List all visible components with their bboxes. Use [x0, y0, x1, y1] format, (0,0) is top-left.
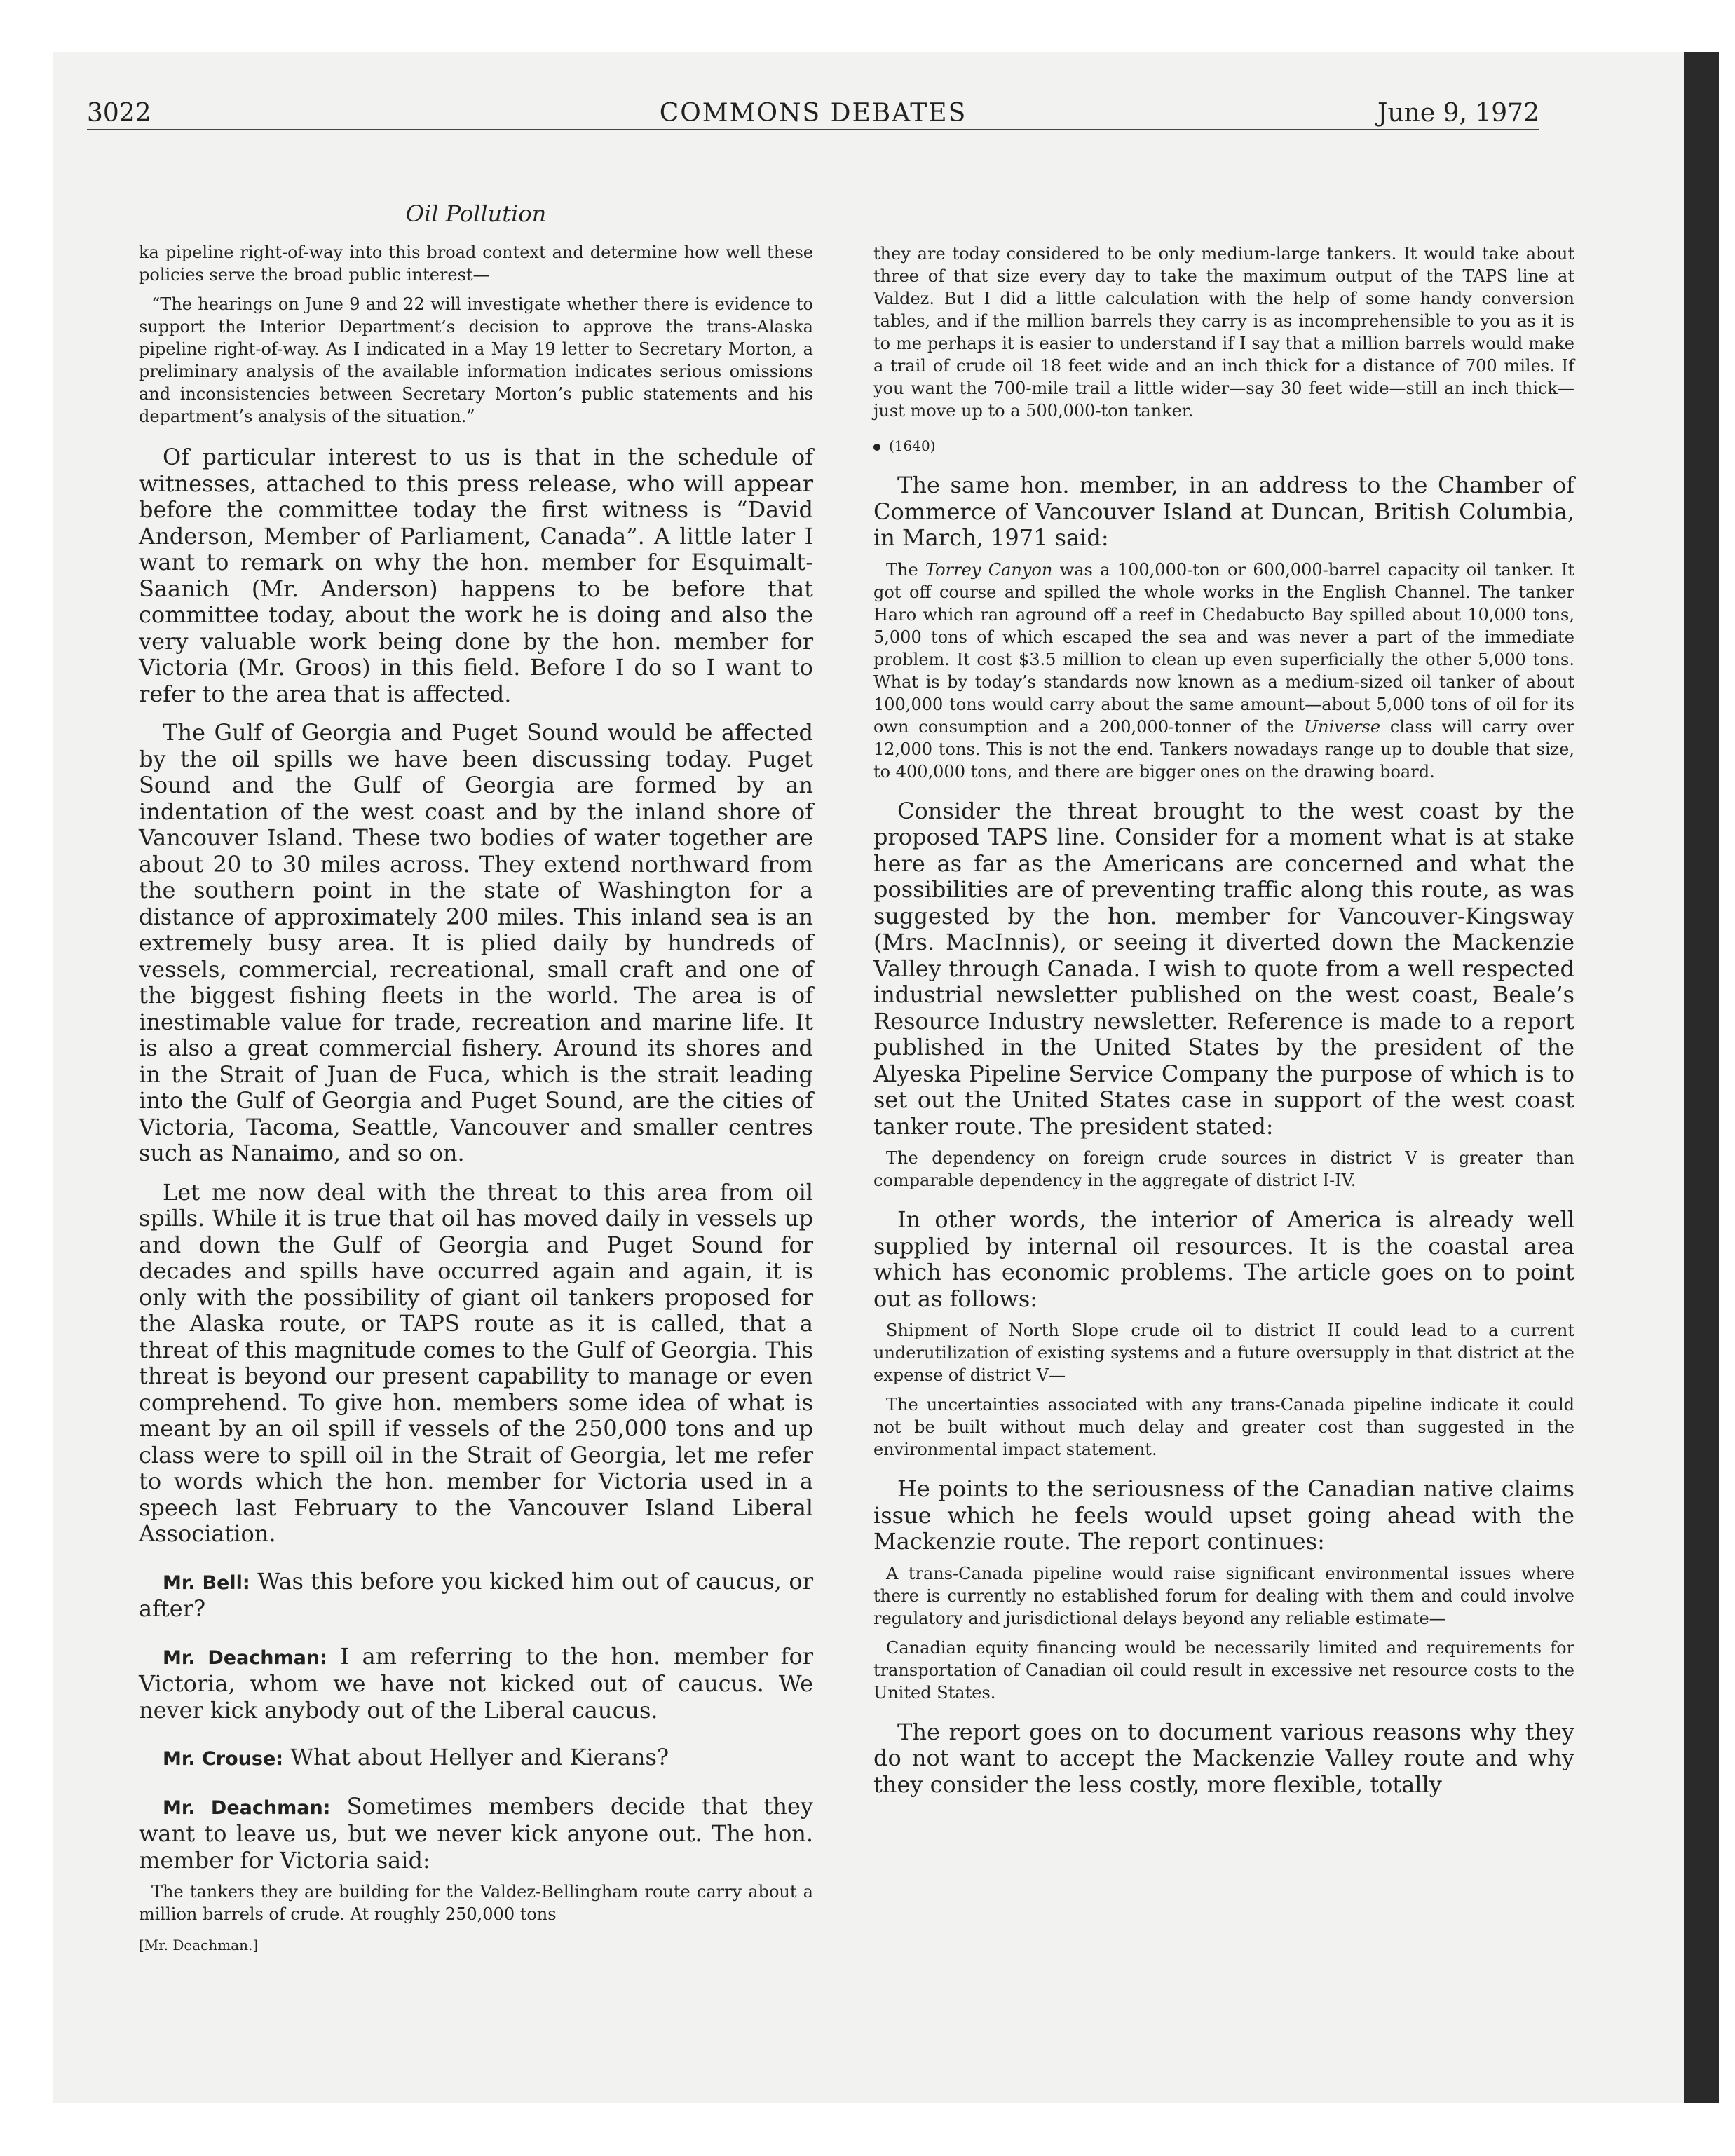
quote-paragraph: they are today considered to be only medium-large tankers. It would take about three of that size every day to take the maximum output of the TAPS line at Valdez. But I did a little calculation with the help of some handy conversion tables, and if the million barrels they carry is as incomprehensible to you as it is to me perhaps it is easier to understand if I say that a million barrels would make a trail of crude oil 18 feet wide and an inch thick for a distance of 700 miles. If you want the 700-mile trail a little wider—say 30 feet wide—still an inch thick—just move up to a 500,000-ton tanker.	[873, 244, 1574, 421]
page-header	[87, 94, 1539, 130]
body-paragraph: The same hon. member, in an address to the Chamber of Commerce of Vancouver Island at Duncan, British Columbia, in March, 1971 said:	[873, 472, 1574, 551]
speech-text: Was this before you kicked him out of caucus, or after?	[139, 1567, 813, 1622]
ship-name: Universe	[1303, 716, 1381, 737]
quote-paragraph: The dependency on foreign crude sources in district V is greater than comparable dependency in the aggregate of district I-IV.	[873, 1148, 1574, 1190]
speech-entry	[139, 1569, 813, 1623]
quote-text: The	[886, 559, 926, 580]
ship-name: Torrey Canyon	[925, 559, 1053, 580]
time-mark	[873, 437, 1574, 454]
quote-paragraph: “The hearings on June 9 and 22 will investigate whether there is evidence to support the Interior Department’s decision to approve the trans-Alaska pipeline right-of-way. As I indicated in a May 19 letter to Secretary Morton, a preliminary analysis of the available information indicates serious omissions and inconsistencies between Secretary Morton’s public statements and his department’s analysis of the situation.”	[139, 294, 813, 426]
quote-paragraph: A trans-Canada pipeline would raise significant environmental issues where there is currently no established forum for dealing with them and could involve regulatory and jurisdictional delays beyond any reliable estimate—	[873, 1563, 1574, 1628]
page-number: 3022	[87, 99, 151, 128]
body-paragraph: The Gulf of Georgia and Puget Sound would be affected by the oil spills we have been discussing today. Puget Sound and the Gulf of Georgia are formed by an indentation of the west coast and by the inland shore of Vancouver Island. These two bodies of water together are about 20 to 30 miles across. They extend northward from the southern point in the state of Washington for a distance of approximately 200 miles. This inland sea is an extremely busy area. It is plied daily by hundreds of vessels, commercial, recreational, small craft and one of the biggest fishing fleets in the world. The area is of inestimable value for trade, recreation and marine life. It is also a great commercial fishery. Around its shores and in the Strait of Juan de Fuca, which is the strait leading into the Gulf of Georgia and Puget Sound, are the cities of Victoria, Tacoma, Seattle, Vancouver and smaller centres such as Nanaimo, and so on.	[139, 719, 813, 1166]
body-paragraph: Of particular interest to us is that in the schedule of witnesses, attached to this press release, who will appear before the committee today the first witness is “David Anderson, Member of Parliament, Canada”. A little later I want to remark on why the hon. member for Esquimalt-Saanich (Mr. Anderson) happens to be before that committee today, about the work he is doing and also the very valuable work being done by the hon. member for Victoria (Mr. Groos) in this field. Before I do so I want to refer to the area that is affected.	[139, 444, 813, 707]
page-date: June 9, 1972	[1377, 99, 1539, 128]
quote-paragraph: The uncertainties associated with any trans-Canada pipeline indicate it could not be built without much delay and greater cost than suggested in the environmental impact statement.	[873, 1395, 1574, 1459]
speech-entry	[139, 1644, 813, 1724]
speaker-tagline: [Mr. Deachman.]	[139, 1937, 259, 1953]
speech-entry	[139, 1745, 813, 1773]
speech-text: Sometimes members decide that they want to leave us, but we never kick anyone out. The hon. member for Victoria said:	[139, 1792, 813, 1874]
quote-paragraph: Shipment of North Slope crude oil to district II could lead to a current underutilization of existing systems and a future oversupply in that district at the expense of district V—	[873, 1321, 1574, 1385]
right-column	[873, 243, 1574, 1810]
speech-text: What about Hellyer and Kierans?	[290, 1744, 669, 1770]
speaker-name: Mr. Crouse:	[163, 1748, 284, 1770]
speaker-name: Mr. Bell:	[163, 1571, 250, 1594]
scan-edge-bar	[1684, 52, 1719, 2103]
quote-paragraph: The tankers they are building for the Valdez-Bellingham route carry about a million barrels of crude. At roughly 250,000 tons	[139, 1882, 813, 1924]
bullet-icon	[873, 444, 880, 451]
quote-paragraph: ka pipeline right-of-way into this broad context and determine how well these policies serve the broad public interest—	[139, 243, 813, 285]
section-title: Oil Pollution	[405, 200, 547, 227]
time-mark-text: (1640)	[889, 437, 936, 454]
running-title: COMMONS DEBATES	[659, 99, 967, 128]
body-paragraph: He points to the seriousness of the Canadian native claims issue which he feels would upset going ahead with the Mackenzie route. The report continues:	[873, 1475, 1574, 1555]
quote-text: was a 100,000-ton or 600,000-barrel capacity oil tanker. It got off course and spilled the whole works in the English Channel. The tanker Haro which ran aground off a reef in Chedabucto Bay spilled about 10,000 tons, 5,000 tons of which escaped the sea and was never a part of the immediate problem. It cost $3.5 million to clean up even superficially the other 5,000 tons. What is by today’s standards now known as a medium-sized oil tanker of about 100,000 tons would carry about the same amount—about 5,000 tons of oil for its own consumption and a 200,000-tonner of the	[873, 559, 1574, 737]
speech-entry	[139, 1794, 813, 1874]
quote-paragraph	[873, 559, 1574, 783]
quote-text: class will carry over 12,000 tons. This is not the end. Tankers nowadays range up to double that size, to 400,000 tons, and there are bigger ones on the drawing board.	[873, 716, 1574, 782]
body-paragraph: Let me now deal with the threat to this area from oil spills. While it is true that oil has moved daily in vessels up and down the Gulf of Georgia and Puget Sound for decades and spills have occurred again and again, it is only with the possibility of giant oil tankers proposed for the Alaska route, or TAPS route as it is called, that a threat of this magnitude comes to the Gulf of Georgia. This threat is beyond our present capability to manage or even comprehend. To give hon. members some idea of what is meant by an oil spill if vessels of the 250,000 tons and up class were to spill oil in the Strait of Georgia, let me refer to words which the hon. member for Victoria used in a speech last February to the Vancouver Island Liberal Association.	[139, 1178, 813, 1547]
speech-text: I am referring to the hon. member for Victoria, whom we have not kicked out of caucus. We never kick anybody out of the Liberal caucus.	[139, 1642, 814, 1724]
quote-paragraph: Canadian equity financing would be necessarily limited and requirements for transportation of Canadian oil could result in excessive net resource costs to the United States.	[873, 1637, 1574, 1703]
body-paragraph: In other words, the interior of America is already well supplied by internal oil resources. It is the coastal area which has economic problems. The article goes on to point out as follows:	[873, 1206, 1574, 1312]
speaker-name: Mr. Deachman:	[163, 1646, 327, 1669]
speaker-name: Mr. Deachman:	[163, 1796, 331, 1819]
left-column	[139, 200, 813, 1953]
body-paragraph: The report goes on to document various reasons why they do not want to accept the Mackenzie Valley route and why they consider the less costly, more flexible, totally	[873, 1718, 1574, 1798]
body-paragraph: Consider the threat brought to the west coast by the proposed TAPS line. Consider for a moment what is at stake here as far as the Americans are concerned and what the possibilities are of preventing traffic along this route, as was suggested by the hon. member for Vancouver-Kingsway (Mrs. MacInnis), or seeing it diverted down the Mackenzie Valley through Canada. I wish to quote from a well respected industrial newsletter published on the west coast, Beale’s Resource Industry newsletter. Reference is made to a report published in the United States by the president of the Alyeska Pipeline Service Company the purpose of which is to set out the United States case in support of the west coast tanker route. The president stated:	[873, 797, 1574, 1140]
